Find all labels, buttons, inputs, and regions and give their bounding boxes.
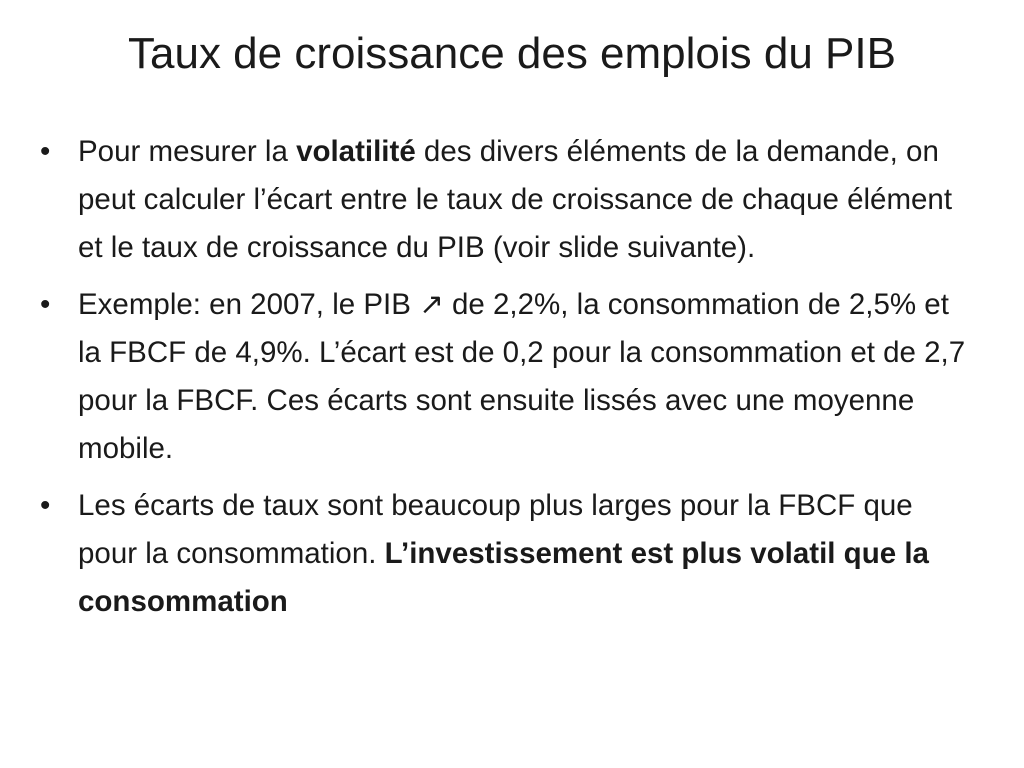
bullet-marker: • bbox=[40, 489, 51, 522]
bullet-bold-text: L’investissement est plus volatil que la consommation bbox=[78, 537, 929, 618]
bullet-bold-text: volatilité bbox=[296, 135, 416, 168]
bullet-list bbox=[38, 128, 968, 635]
arrow-up-right-icon: ↗ bbox=[419, 288, 444, 321]
bullet-marker: • bbox=[40, 288, 51, 321]
bullet-text: de 2,2%, la consommation de 2,5% et la FBCF de 4,9%. L’écart est de 0,2 pour la consommation et de 2,7 pour la FBCF. Ces écarts sont ensuite lissés avec une moyenne mobile. bbox=[78, 288, 966, 465]
bullet-item-volatility bbox=[38, 128, 968, 272]
bullet-text: des divers éléments de la demande, on peut calculer l’écart entre le taux de croissance de chaque élément et le taux de croissance du PIB (voir slide suivante). bbox=[78, 135, 953, 264]
bullet-item-example bbox=[38, 281, 968, 473]
bullet-item-conclusion bbox=[38, 482, 968, 626]
slide-title: Taux de croissance des emplois du PIB bbox=[128, 29, 896, 78]
bullet-text: Exemple: en 2007, le PIB bbox=[78, 288, 420, 321]
bullet-marker: • bbox=[40, 135, 51, 168]
bullet-text: Les écarts de taux sont beaucoup plus larges pour la FBCF que pour la consommation. bbox=[78, 489, 913, 570]
bullet-text: Pour mesurer la bbox=[78, 135, 297, 168]
